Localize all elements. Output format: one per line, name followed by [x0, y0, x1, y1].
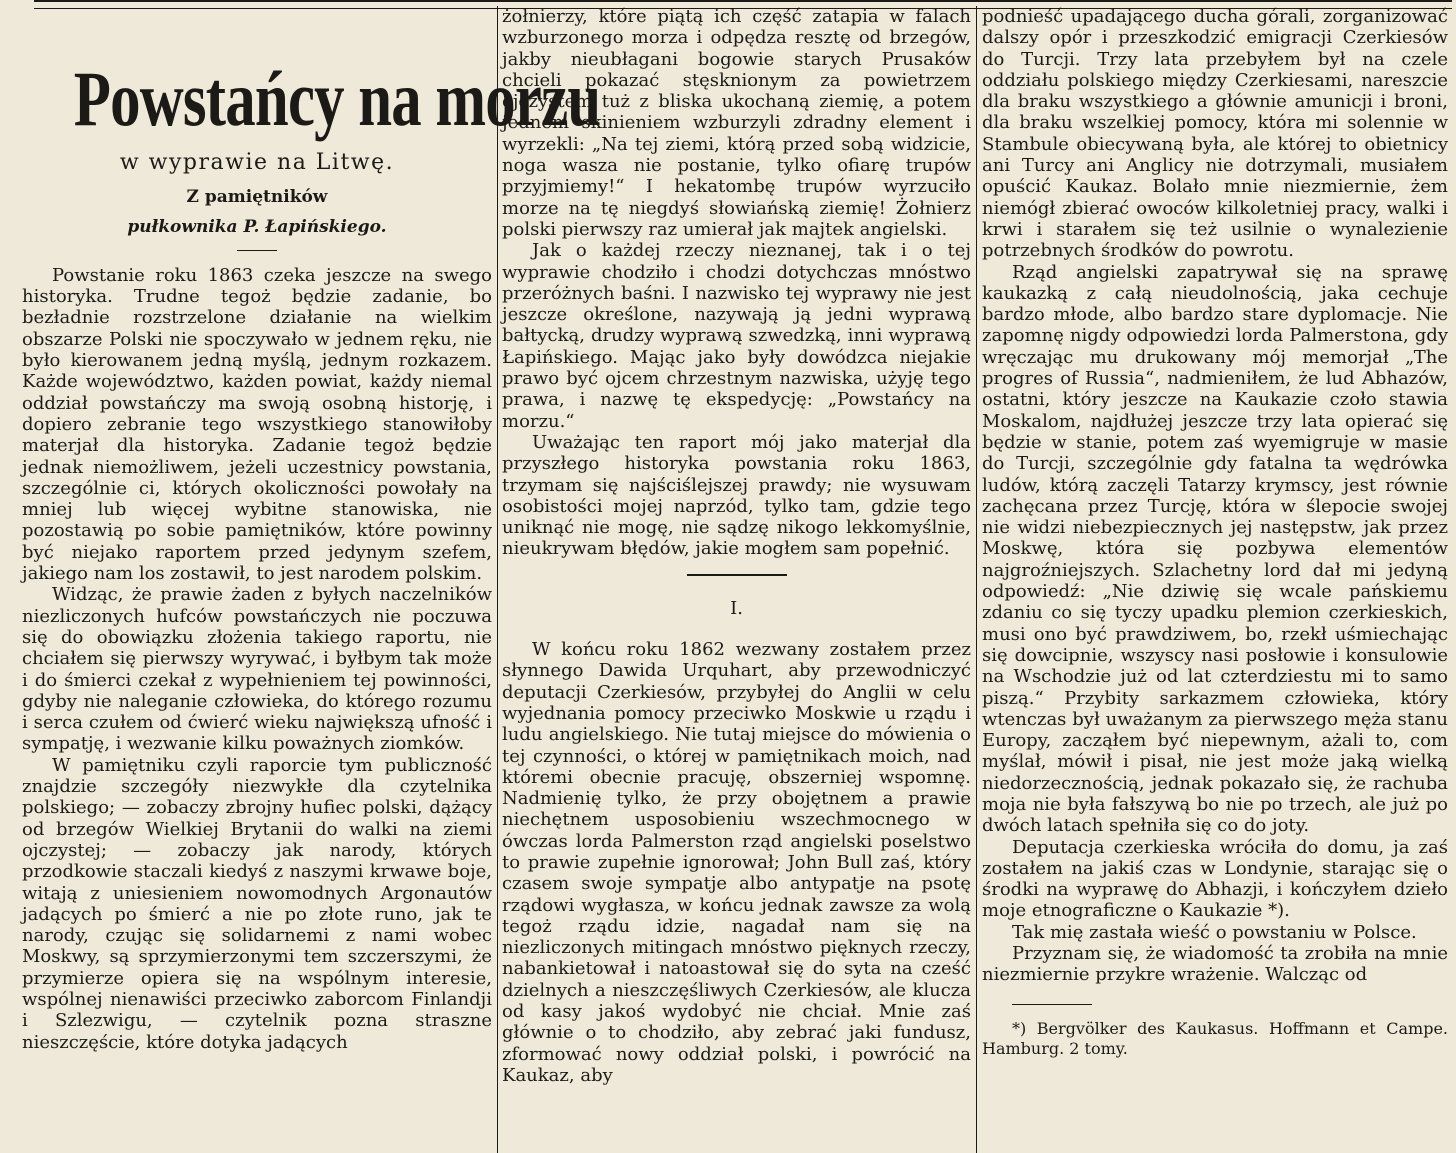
paragraph: żołnierzy, które piątą ich część zatapia w falach wzburzonego morza i odpędza resztę od brzegów, jakby nieubłagani bogowie starych Prusaków chcieli pokazać stęsknionym za powietrzem ojczystem tuż z bliska ukochaną ziemię, a potem jednem skinieniem wzburzyli zdradny element i wyrzekli: „Na tej ziemi, którą przed sobą widzicie, noga wasza nie postanie, tylko ofiarę trupów przyjmiemy!“ I hekatombę trupów wyrzuciło morze na tę niegdyś słowiańską ziemię! Żołnierz polski pierwszy raz umierał jak majtek angielski.	[502, 6, 971, 240]
column-divider	[497, 6, 498, 1153]
paragraph: W końcu roku 1862 wezwany zostałem przez słynnego Dawida Urquhart, aby przewodniczyć deputacji Czerkiesów, przybyłej do Anglii w celu wyjednania pomocy przeciwko Moskwie u rządu i ludu angielskiego. Nie tutaj miejsce do mówienia o tej czynności, o której w pamiętnikach moich, nad któremi obecnie pracuję, obszerniej wspomnę. Nadmienię tylko, że przy obojętnem a prawie niechętnem usposobieniu wszechmocnego w ówczas lorda Palmerston rząd angielski poselstwo to prawie zupełnie ignorował; John Bull zaś, który czasem swoje sympatje albo antypatje na psotę rządowi wygłasza, w końcu jednak zawsze za wolą tegoż rządu idzie, nagadał nam się na niezliczonych mitingach mnóstwo pięknych rzeczy, nabankietował i natoastował się do syta na cześć dzielnych a nieszczęśliwych Czerkiesów, ale klucza od kasy jakoś wydobyć nie chciał. Mnie zaś głównie o to chodziło, aby zebrać jaki fundusz, zformować nowy oddział polski, i powrócić na Kaukaz, aby	[502, 639, 971, 1086]
column-divider	[976, 6, 977, 1153]
section-number: I.	[730, 597, 743, 619]
paragraph: W pamiętniku czyli raporcie tym publiczność znajdzie szczegóły niezwykłe dla czytelnika polskiego; — zobaczy zbrojny hufiec polski, dążący od brzegów Wielkiej Brytanii do walki na ziemi ojczystej; — zobaczy jak narody, których przodkowie staczali kiedyś z naszymi krwawe boje, witają z uniesieniem nowomodnych Argonautów jadących po śmierć a nie po złote runo, jak te narody, czując się solidarnemi z nami wobec Moskwy, są sprzymierzonymi tem szczerszymi, że przymierze opiera się na wspólnym interesie, wspólnej nienawiści przeciwko zaborcom Finlandji i Szlezwigu, — czytelnik pozna straszne nieszczęście, które dotyka jadących	[22, 754, 492, 1053]
title-divider	[237, 250, 277, 251]
paragraph: Rząd angielski zapatrywał się na sprawę kaukazką z całą nieudolnością, jaka cechuje bardzo młode, albo bardzo stare dyplomacje. Nie zapomnę nigdy odpowiedzi lorda Palmerstona, gdy wręczając mu drukowany mój memorjał „The progres of Russia“, nadmieniłem, że lud Abhazów, ostatni, który jeszcze na Kaukazie czoło stawia Moskalom, najdłużej jeszcze trzy lata opierać się będzie w stanie, potem zaś wyemigruje w masie do Turcji, szczególnie gdy fatalna ta wędrówka ludów, którą zaczęli Tatarzy krymscy, jest równie zachęcana przez Turcję, która w ślepocie swojej nie widzi niebezpiecznych jej następstw, jak przez Moskwę, która się pozbywa elementów najgroźniejszych. Szlachetny lord dał mi jedyną odpowiedź: „Nie dziwię się wcale pańskiemu zdaniu co się tyczy upadku plemion czerkieskich, musi ono być prawdziwem, bo, rzekł uśmiechając się dowcipnie, wszyscy nasi posłowie i konsulowie na Wschodzie już od lat czterdziestu mi to samo piszą.“ Przybity sarkazmem człowieka, który wtenczas był uważanym za pierwszego męża stanu Europy, zacząłem być niepewnym, ażali to, com myślał, mówił i pisał, nie jest może jaką wielką niedorzecznością, jednak pokazało się, że rachuba moja nie była fałszywą bo nie po trzech, ale już po dwóch latach spełniła się co do joty.	[982, 261, 1448, 837]
footnote-divider	[1012, 1004, 1092, 1005]
paragraph: Uważając ten raport mój jako materjał dla przyszłego historyka powstania roku 1863, trzymam się najściślejszej prawdy; nie wysuwam osobistości mojej naprzód, tylko tam, gdzie tego uniknąć nie mogę, nie sądzę nikogo lekkomyślnie, nieukrywam błędów, jakie mogłem sam popełnić.	[502, 431, 971, 560]
paragraph: Przyznam się, że wiadomość ta zrobiła na mnie niezmiernie przykre wrażenie. Walcząc od	[982, 943, 1448, 986]
article-subtitle: w wyprawie na Litwę.	[119, 150, 395, 175]
paragraph: podnieść upadającego ducha górali, zorganizować dalszy opór i przeszkodzić emigracji Czerkiesów do Turcji. Trzy lata przebyłem był na czele oddziału polskiego między Czerkiesami, nareszcie dla braku wszystkiego a głównie amunicji i broni, dla braku wszelkiej pomocy, która mi solennie w Stambule obiecywaną była, ale której to obietnicy ani Turcy ani Anglicy nie dotrzymali, musiałem opuścić Kaukaz. Bolało mnie niezmiernie, żem niemógł zbierać owoców kilkoletniej pracy, walki i krwi i starałem się też usilnie o wynalezienie potrzebnych środków do powrotu.	[982, 6, 1448, 262]
paragraph: Tak mię zastała wieść o powstaniu w Polsce.	[1012, 921, 1417, 943]
paragraph: Jak o każdej rzeczy nieznanej, tak i o tej wyprawie chodziło i chodzi dotychczas mnóstwo przeróżnych baśni. I nazwisko tej wyprawy nie jest jeszcze określone, nazywają ją jedni wyprawą bałtycką, drudzy wyprawą szwedzką, inni wyprawą Łapińskiego. Mając jako były dowódzca niejakie prawo być ojcem chrzestnym nazwiska, użyję tego prawa, i nazwę tę ekspedycję: „Powstańcy na morzu.“	[502, 240, 971, 432]
article-author-line: pułkownika P. Łapińskiego.	[127, 216, 387, 237]
article-source: Z pamiętników	[186, 187, 328, 208]
paragraph: Deputacja czerkieska wróciła do domu, ja zaś zostałem na jakiś czas w Londynie, starając się o środki na wyprawę do Abhazji, i kończyłem dzieło moje etnograficzne o Kaukazie *).	[982, 836, 1448, 922]
paragraph: Powstanie roku 1863 czeka jeszcze na swego historyka. Trudne tegoż będzie zadanie, bo bezładnie rozstrzelone działanie na wielkim obszarze Polski nie spoczywało w jednem ręku, nie było kierowanem jedną myślą, jednym rozkazem. Każde województwo, każden powiat, każdy niemal oddział powstańczy ma swoją osobną historję, i dopiero zebranie tego wszystkiego stanowiłoby materjał dla historyka. Zadanie tegoż będzie jednak niemożliwem, jeżeli uczestnicy powstania, szczególnie ci, których okoliczności powołały na mniej lub więcej wybitne stanowiska, nie pozostawią po sobie pamiętników, które powinny być niejako raportem przed jedynym szefem, jakiego nam los zostawił, to jest narodem polskim.	[22, 264, 492, 585]
section-divider	[687, 574, 787, 576]
paragraph: Widząc, że prawie żaden z byłych naczelników niezliczonych hufców powstańczych nie poczuwa się do obowiązku złożenia takiego raportu, nie chciałem się pierwszy wyrywać, i byłbym tak może i do śmierci czekał z wypełnieniem tej powinności, gdyby nie naleganie człowieka, do którego rozumu i serca czułem od ćwierć wieku największą ufność i sympatję, i wezwanie kilku poważnych ziomków.	[22, 584, 492, 755]
article-title: Powstańcy na morzu	[73, 55, 601, 142]
column-2	[502, 6, 971, 1153]
column-3	[982, 6, 1448, 1153]
footnote: *) Bergvölker des Kaukasus. Hoffmann et Campe. Hamburg. 2 tomy.	[982, 1018, 1448, 1058]
column-1	[22, 6, 601, 1153]
